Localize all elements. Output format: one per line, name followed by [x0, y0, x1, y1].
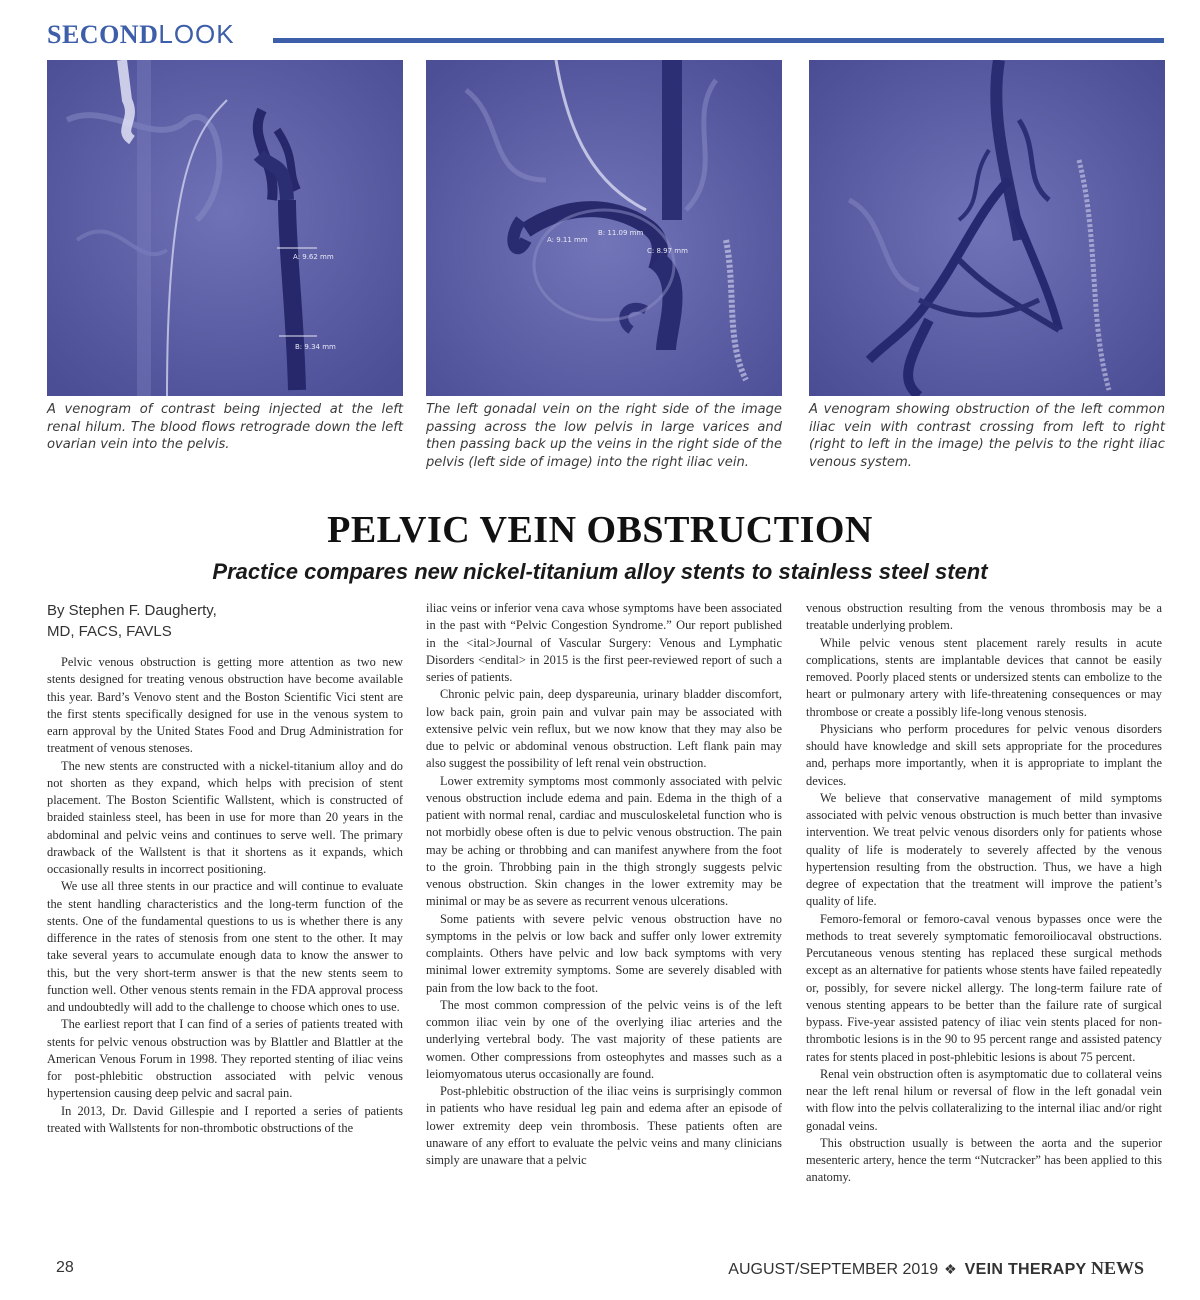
venogram-image-3: [809, 60, 1165, 396]
page-footer: [56, 1256, 1144, 1280]
article-paragraph: The most common compression of the pelvic veins is of the left common iliac vein by one of the overlying iliac arteries and the underlying vertebral body. The vast majority of these patients are women. Other compressions from osteophytes and masses such as a leiomyomatous uterus occasionally are found.: [426, 997, 782, 1081]
article-paragraph: Some patients with severe pelvic venous obstruction have no symptoms in the pelvis or low back and suffer only lower extremity complaints. Others have pelvic and low back symptoms with very minimal lower extremity symptoms. Some are severely disabled with pain from the low back to the foot.: [426, 911, 782, 995]
venogram-graphic-1: [47, 60, 403, 396]
issue-line: [728, 1256, 1144, 1282]
measurement-label: C: 8.97 mm: [647, 247, 688, 255]
section-title-light: LOOK: [158, 19, 235, 49]
article-paragraph: While pelvic venous stent placement rarely results in acute complications, stents are implantable devices that cannot be easily removed. Poorly placed stents or undersized stents can embolize to the heart or pulmonary artery with life-threatening consequences or may thrombose or create a possibly life-long venous stenosis.: [806, 635, 1162, 719]
venogram-graphic-3: [809, 60, 1165, 396]
byline-credentials: MD, FACS, FAVLS: [47, 623, 172, 640]
article-paragraph: Femoro-femoral or femoro-caval venous bypasses once were the methods to treat severely symptomatic femoroiliocaval obstructions. Percutaneous venous stenting has replaced these surgical methods except as an alternative for patients whose stents have failed repeatedly or, possibly, for severe nickel allergy. The long-term failure rate of venous stenting appears to be better than the failure rate of surgical bypass. Five-year assisted patency of iliac vein stents placed for non-thrombotic lesions is in the 90 to 95 percent range and assisted patency rates for stents placed in post-phlebitic lesions is about 75 percent.: [806, 911, 1162, 1064]
measurement-label: B: 9.34 mm: [295, 343, 336, 351]
section-title: [47, 16, 235, 53]
article-paragraph: This obstruction usually is between the aorta and the superior mesenteric artery, hence the term “Nutcracker” has been applied to this anatomy.: [806, 1135, 1162, 1185]
article-headline: PELVIC VEIN OBSTRUCTION: [327, 509, 873, 551]
measurement-label: A: 9.62 mm: [293, 253, 334, 261]
issue-date: AUGUST/SEPTEMBER 2019: [728, 1261, 939, 1278]
venogram-image-1: [47, 60, 403, 396]
article-paragraph: Chronic pelvic pain, deep dyspareunia, urinary bladder discomfort, low back pain, groin pain and vulvar pain may be associated with extensive pelvic vein reflux, but we now know that they may also be due to pelvic or abdominal venous obstruction. Left flank pain may also suggest the possibility of left renal vein obstruction.: [426, 687, 782, 771]
article-paragraph: Pelvic venous obstruction is getting more attention as two new stents designed for treating venous obstruction have become available this year. Bard’s Venovo stent and the Boston Scientific Vici stent are the first stents specifically designed for use in the venous system to earn approval by the United States Food and Drug Administration for treatment of venous stenoses.: [47, 655, 403, 756]
diamond-separator-icon: ❖: [944, 1261, 957, 1277]
article-paragraph: We use all three stents in our practice and will continue to evaluate the stent handling characteristics and the long-term function of the stents. One of the fundamental questions to us is whether there is any difference in the rates of stenosis from one stent to the other. It may take several years to accumulate enough data to know the answer to this, but the very short-term answer is that the new stents seem to function well. Other venous stents remain in the FDA approval process and undoubtedly will add to the challenge to choose which ones to use.: [47, 879, 403, 1014]
measurement-label: B: 11.09 mm: [598, 229, 644, 237]
measurement-label: A: 9.11 mm: [547, 236, 588, 244]
publication-name: VEIN THERAPY: [964, 1261, 1091, 1278]
article-paragraph: venous obstruction resulting from the venous thrombosis may be a treatable underlying problem.: [806, 601, 1162, 633]
article-paragraph: Lower extremity symptoms most commonly associated with pelvic venous obstruction include edema and pain. Edema in the thigh of a patient with normal renal, cardiac and musculoskeletal function who is not morbidly obese often is due to pelvic venous obstruction. The pain may be aching or throbbing and can manifest anywhere from the foot to the groin. Throbbing pain in the thigh strongly suggests pelvic venous obstruction. Skin changes in the lower extremity may be minimal or may be as severe as recurrent venous ulcerations.: [426, 773, 782, 909]
article-column-1: [47, 600, 403, 1137]
article-paragraph: Physicians who perform procedures for pelvic venous disorders should have knowledge and skill sets appropriate for the procedures and, perhaps more importantly, when it is appropriate to implant the devices.: [806, 721, 1162, 788]
byline-name: By Stephen F. Daugherty,: [47, 602, 217, 619]
article-paragraph: Renal vein obstruction often is asymptomatic due to collateral veins near the left renal hilum or reversal of flow in the left gonadal vein with flow into the pelvis collateralizing to the internal iliac and/or right gonadal veins.: [806, 1066, 1162, 1133]
figure-caption-2: The left gonadal vein on the right side of the image passing across the low pelvis in large varices and then passing back up the veins in the right side of the pelvis (left side of image) into the right iliac vein.: [426, 402, 782, 470]
section-header: [47, 16, 1164, 52]
figure-caption-1: A venogram of contrast being injected at the left renal hilum. The blood flows retrograde down the left ovarian vein into the pelvis.: [47, 402, 403, 452]
article-paragraph: In 2013, Dr. David Gillespie and I reported a series of patients treated with Wallstents for non-thrombotic obstructions of the: [47, 1103, 403, 1135]
article-byline: [47, 600, 403, 642]
article-paragraph: The new stents are constructed with a nickel-titanium alloy and do not shorten as they expand, which helps with precision of stent placement. The Boston Scientific Wallstent, which is constructed of braided stainless steel, has been in use for more than 20 years in the abdominal and pelvic veins and continues to serve well. The primary drawback of the Wallstent is that it shortens as it expands, which occasionally results in incorrect positioning.: [47, 758, 403, 876]
article-deck: Practice compares new nickel-titanium alloy stents to stainless steel stent: [212, 559, 988, 584]
article-column-2: [426, 600, 782, 1169]
publication-name-news: NEWS: [1090, 1258, 1144, 1278]
article-paragraph: We believe that conservative management of mild symptoms associated with pelvic venous obstruction is much better than invasive intervention. We treat pelvic venous disorders only for patients whose quality of life is moderately to severely affected by the venous hypertension resulting from the obstruction. Thus, we have a high degree of expectation that the treatment will improve the patient’s quality of life.: [806, 790, 1162, 909]
article-paragraph: iliac veins or inferior vena cava whose symptoms have been associated in the past with “Pelvic Congestion Syndrome.” Our report published in the <ital>Journal of Vascular Surgery: Venous and Lymphatic Disorders <endital> in 2015 is the first peer-reviewed report of such a series of patients.: [426, 601, 782, 684]
article-paragraph: Post-phlebitic obstruction of the iliac veins is surprisingly common in patients who have residual leg pain and edema after an episode of lower extremity deep vein thrombosis. These patients often are unaware of any effort to evaluate the pelvic veins and many clinicians simply are unaware that a pelvic: [426, 1084, 782, 1167]
venogram-graphic-2: [426, 60, 782, 396]
section-title-bold: SECOND: [47, 20, 159, 49]
venogram-image-2: [426, 60, 782, 396]
header-rule: [273, 38, 1164, 43]
article-column-3: [806, 600, 1162, 1187]
page-number: 28: [56, 1259, 74, 1276]
article-paragraph: The earliest report that I can find of a series of patients treated with stents for pelvic venous obstruction was by Blattler and Blattler at the American Venous Forum in 1998. They reported stenting of iliac veins for post-phlebitic obstruction associated with pelvic venous hypertension causing deep pelvic and sacral pain.: [47, 1017, 403, 1101]
figure-caption-3: A venogram showing obstruction of the left common iliac vein with contrast crossing from left to right (right to left in the image) the pelvis to the right iliac venous system.: [809, 402, 1165, 470]
